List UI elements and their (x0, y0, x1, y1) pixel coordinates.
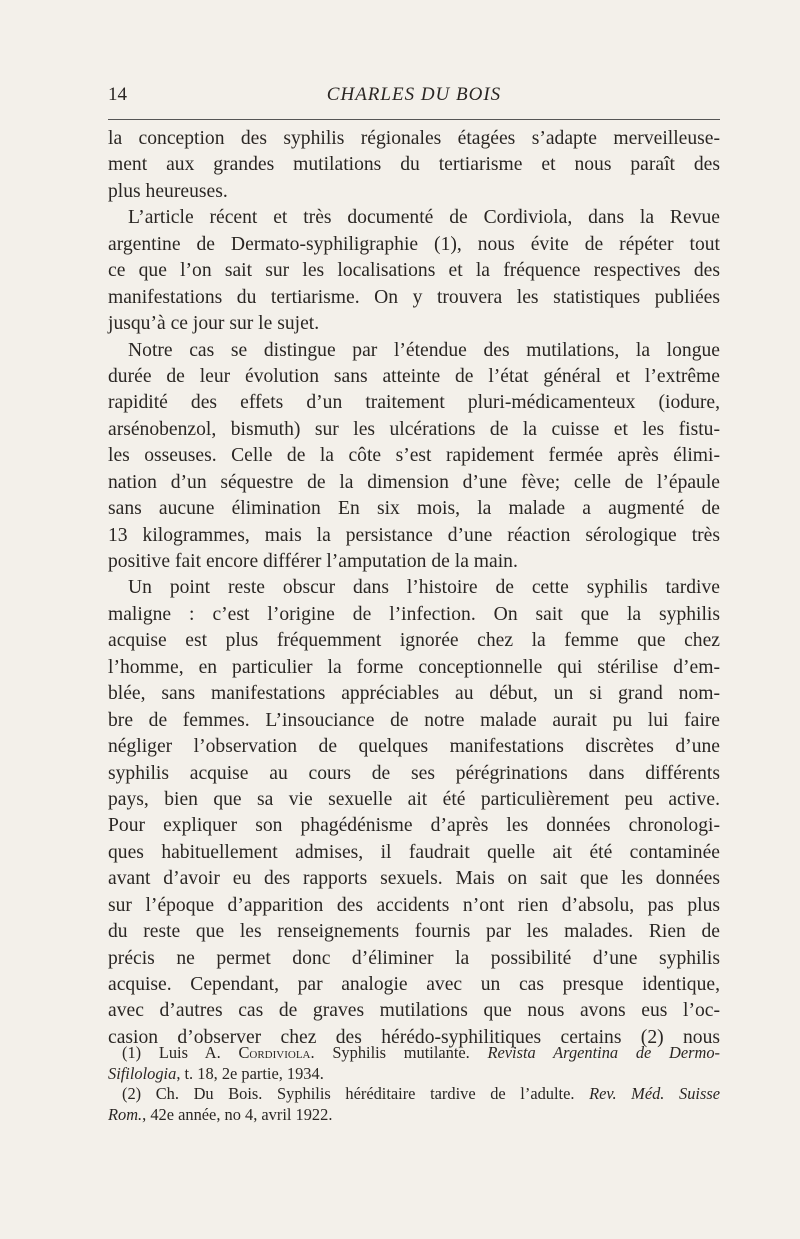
text-line: bre de femmes. L’insouciance de notre malade aurait pu lui faire (108, 709, 720, 731)
text-line: nation d’un séquestre de la dimension d’une fève; celle de l’épaule (108, 471, 720, 493)
text-line: durée de leur évolution sans atteinte de l’état général et l’extrême (108, 365, 720, 387)
header-rule (108, 119, 720, 120)
body-text (108, 126, 720, 1051)
text-line: la conception des syphilis régionales étagées s’adapte merveilleuse- (108, 128, 720, 149)
footnote-text: , t. 18, 2e partie, 1934. (176, 1063, 324, 1083)
text-line: les osseuses. Celle de la côte s’est rapidement fermée après élimi- (108, 445, 720, 467)
text-line: argentine de Dermato-syphiligraphie (1), nous évite de répéter tout (108, 233, 720, 255)
footnote-journal: Rev. Méd. Suisse (589, 1084, 720, 1103)
text-line: maligne : c’est l’origine de l’infection. On sait que la syphilis (108, 603, 720, 625)
text-line: plus heureuses. (108, 180, 228, 202)
text-line: acquise est plus fréquemment ignorée chez la femme que chez (108, 630, 720, 652)
text-line: Pour expliquer son phagédénisme d’après les données chronologi- (108, 815, 720, 837)
footnote-2-line-1 (108, 1084, 720, 1105)
page-header (108, 84, 720, 108)
text-line: manifestations du tertiarisme. On y trouvera les statistiques publiées (108, 286, 720, 308)
footnote-text: , 42e année, no 4, avril 1922. (142, 1104, 333, 1124)
text-line: rapidité des effets d’un traitement pluri-médicamenteux (iodure, (108, 392, 720, 414)
footnote-text: . Syphilis mutilante. (310, 1043, 488, 1062)
running-title: CHARLES DU BOIS (326, 84, 502, 105)
text-line: Notre cas se distingue par l’étendue des mutilations, la longue (128, 339, 720, 361)
text-line: L’article récent et très documenté de Cordiviola, dans la Revue (128, 207, 720, 229)
text-line: sans aucune élimination En six mois, la malade a augmenté de (108, 498, 720, 520)
text-line: négliger l’observation de quelques manifestations discrètes d’une (108, 736, 720, 758)
footnote-text: (2) Ch. Du Bois. Syphilis héréditaire tardive de l’adulte. (122, 1084, 590, 1103)
footnote-2-line-2 (108, 1105, 720, 1126)
page-number: 14 (108, 84, 127, 105)
text-line: ment aux grandes mutilations du tertiarisme et nous paraît des (108, 154, 720, 176)
text-line: avec d’autres cas de graves mutilations que nous avons eus l’oc- (108, 1000, 720, 1022)
footnote-journal: Sifilologia (108, 1063, 177, 1083)
text-line: positive fait encore différer l’amputation de la main. (108, 551, 518, 572)
text-line: sur l’époque d’apparition des accidents n’ont rien d’absolu, pas plus (108, 894, 720, 916)
footnote-journal: Rom. (108, 1104, 143, 1124)
text-line: acquise. Cependant, par analogie avec un cas presque identique, (108, 974, 720, 995)
text-line: casion d’observer chez des hérédo-syphilitiques certains (2) nous (108, 1026, 720, 1048)
footnote-author: Cordiviola (238, 1043, 311, 1062)
footnote-1-line-2 (108, 1064, 720, 1085)
text-line: ce que l’on sait sur les localisations et la fréquence respectives des (108, 260, 720, 282)
footnote-1-line-1 (108, 1043, 720, 1064)
footnote-text: (1) Luis A. (122, 1043, 239, 1062)
text-line: jusqu’à ce jour sur le sujet. (108, 313, 320, 335)
text-line: syphilis acquise au cours de ses pérégrinations dans différents (108, 762, 720, 784)
text-line: avant d’avoir eu des rapports sexuels. Mais on sait que les données (108, 868, 720, 890)
footnote-journal: Revista Argentina de Dermo- (487, 1043, 721, 1062)
text-line: précis ne permet donc d’éliminer la possibilité d’une syphilis (108, 947, 720, 969)
text-line: l’homme, en particulier la forme conceptionnelle qui stérilise d’em- (108, 656, 720, 678)
footnotes (108, 1043, 720, 1125)
text-line: pays, bien que sa vie sexuelle ait été particulièrement peu active. (108, 788, 720, 810)
text-line: Un point reste obscur dans l’histoire de cette syphilis tardive (128, 577, 720, 599)
text-line: ques habituellement admises, il faudrait quelle ait été contaminée (108, 841, 720, 863)
text-line: du reste que les renseignements fournis par les malades. Rien de (108, 921, 720, 943)
text-line: blée, sans manifestations appréciables au début, un si grand nom- (108, 683, 720, 705)
text-line: arsénobenzol, bismuth) sur les ulcérations de la cuisse et les fistu- (108, 418, 720, 440)
text-line: 13 kilogrammes, mais la persistance d’une réaction sérologique très (108, 524, 720, 546)
